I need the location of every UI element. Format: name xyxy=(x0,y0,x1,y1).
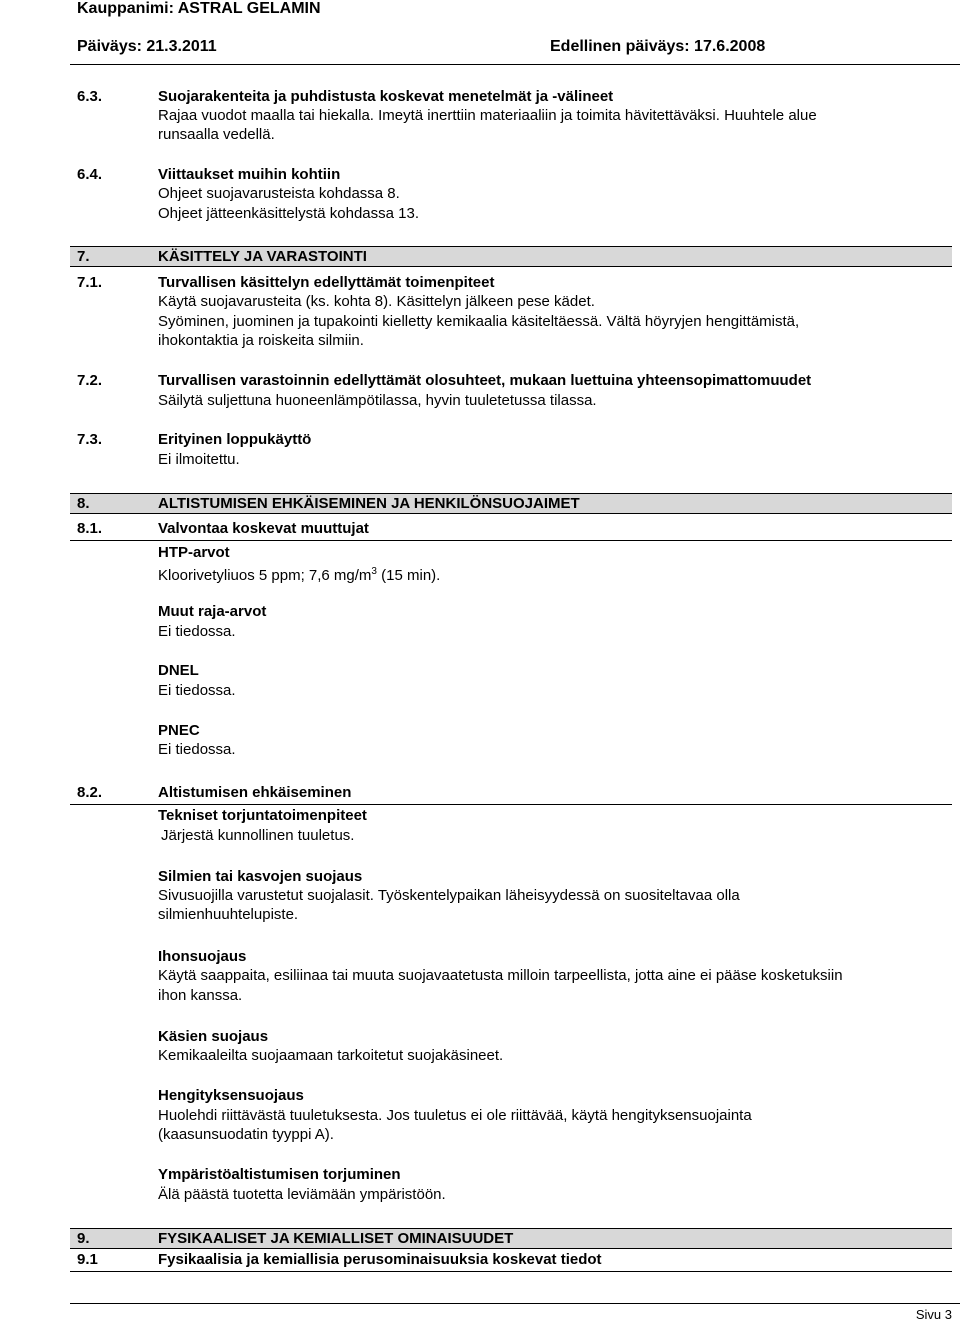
subsection-divider xyxy=(70,804,952,805)
section-number: 7.1. xyxy=(77,274,103,291)
section-title: Fysikaalisia ja kemiallisia perusominaisuuksia koskevat tiedot xyxy=(158,1251,602,1268)
body-text: Käytä saappaita, esiliinaa tai muuta suojavaatetusta milloin tarpeellista, jotta aine ei pääse kosketuksiin xyxy=(158,967,843,984)
section-title: Viittaukset muihin kohtiin xyxy=(158,166,341,183)
footer-divider xyxy=(70,1303,960,1324)
section-title: KÄSITTELY JA VARASTOINTI xyxy=(158,248,367,265)
body-text: Käytä suojavarusteita (ks. kohta 8). Käsittelyn jälkeen pese kädet. xyxy=(158,293,595,310)
sub-heading: Ihonsuojaus xyxy=(158,948,247,965)
section-title: Valvontaa koskevat muuttujat xyxy=(158,520,369,537)
superscript: 3 xyxy=(371,566,377,577)
section-title: Suojarakenteita ja puhdistusta koskevat menetelmät ja -välineet xyxy=(158,88,614,105)
section-title: ALTISTUMISEN EHKÄISEMINEN JA HENKILÖNSUOJAIMET xyxy=(158,495,580,512)
subsection-divider xyxy=(70,1271,952,1272)
page-number: Sivu 3 xyxy=(915,1307,952,1322)
body-text: Ei ilmoitettu. xyxy=(158,451,240,468)
section-number: 7. xyxy=(77,248,90,265)
body-text: Ei tiedossa. xyxy=(158,682,236,699)
body-text: runsaalla vedellä. xyxy=(158,126,275,143)
body-text: Säilytä suljettuna huoneenlämpötilassa, hyvin tuuletetussa tilassa. xyxy=(158,392,597,409)
section-number: 8. xyxy=(77,495,90,512)
body-text: ihon kanssa. xyxy=(158,987,243,1004)
section-number: 6.3. xyxy=(77,88,103,105)
sub-heading: DNEL xyxy=(158,662,199,679)
sub-heading: Silmien tai kasvojen suojaus xyxy=(158,868,363,885)
sub-heading: Hengityksensuojaus xyxy=(158,1087,304,1104)
header-divider xyxy=(70,64,960,65)
section-number: 7.2. xyxy=(77,372,103,389)
body-text: Ohjeet suojavarusteista kohdassa 8. xyxy=(158,185,400,202)
htp-duration: (15 min). xyxy=(376,567,441,584)
body-text: Ei tiedossa. xyxy=(158,623,236,640)
body-text xyxy=(158,563,440,585)
section-number: 6.4. xyxy=(77,166,103,183)
sub-heading: HTP-arvot xyxy=(158,544,230,561)
body-text: silmienhuuhtelupiste. xyxy=(158,906,299,923)
sub-heading: Tekniset torjuntatoimenpiteet xyxy=(158,807,367,824)
sub-heading: Ympäristöaltistumisen torjuminen xyxy=(158,1166,401,1183)
trade-name: Kauppanimi: ASTRAL GELAMIN xyxy=(77,0,321,17)
section-heading-bar xyxy=(70,1228,952,1249)
sub-heading: Muut raja-arvot xyxy=(158,603,267,620)
section-heading-bar xyxy=(70,246,952,267)
sub-heading: Käsien suojaus xyxy=(158,1028,269,1045)
sub-heading: PNEC xyxy=(158,722,200,739)
htp-value: Kloorivetyliuos 5 ppm; 7,6 mg/m xyxy=(158,567,372,584)
section-number: 8.1. xyxy=(77,520,103,537)
body-text: Ohjeet jätteenkäsittelystä kohdassa 13. xyxy=(158,205,419,222)
body-text: Ei tiedossa. xyxy=(158,741,236,758)
body-text: Järjestä kunnollinen tuuletus. xyxy=(161,827,355,844)
body-text: Älä päästä tuotetta leviämään ympäristöön. xyxy=(158,1186,446,1203)
previous-date: Edellinen päiväys: 17.6.2008 xyxy=(550,38,766,55)
body-text: (kaasunsuodatin tyyppi A). xyxy=(158,1126,334,1143)
section-title: Erityinen loppukäyttö xyxy=(158,431,312,448)
section-number: 7.3. xyxy=(77,431,103,448)
subsection-divider xyxy=(70,540,952,541)
section-number: 9. xyxy=(77,1230,90,1247)
document-date: Päiväys: 21.3.2011 xyxy=(77,38,217,55)
section-title: Turvallisen varastoinnin edellyttämät olosuhteet, mukaan luettuina yhteensopimattomuudet xyxy=(158,372,812,389)
section-title: Altistumisen ehkäiseminen xyxy=(158,784,352,801)
body-text: Huolehdi riittävästä tuuletuksesta. Jos tuuletus ei ole riittävää, käytä hengityksensuojainta xyxy=(158,1107,752,1124)
body-text: Rajaa vuodot maalla tai hiekalla. Imeytä inerttiin materiaaliin ja toimita hävitettäväksi. Huuhtele alue xyxy=(158,107,817,124)
body-text: ihokontaktia ja roiskeita silmiin. xyxy=(158,332,364,349)
section-heading-bar xyxy=(70,493,952,514)
body-text: Syöminen, juominen ja tupakointi kielletty kemikaalia käsiteltäessä. Vältä höyryjen hengittämistä, xyxy=(158,313,800,330)
section-number: 8.2. xyxy=(77,784,103,801)
section-title: Turvallisen käsittelyn edellyttämät toimenpiteet xyxy=(158,274,495,291)
section-number: 9.1 xyxy=(77,1251,98,1268)
body-text: Sivusuojilla varustetut suojalasit. Työskentelypaikan läheisyydessä on suositeltavaa olla xyxy=(158,887,740,904)
body-text: Kemikaaleilta suojaamaan tarkoitetut suojakäsineet. xyxy=(158,1047,504,1064)
section-title: FYSIKAALISET JA KEMIALLISET OMINAISUUDET xyxy=(158,1230,514,1247)
